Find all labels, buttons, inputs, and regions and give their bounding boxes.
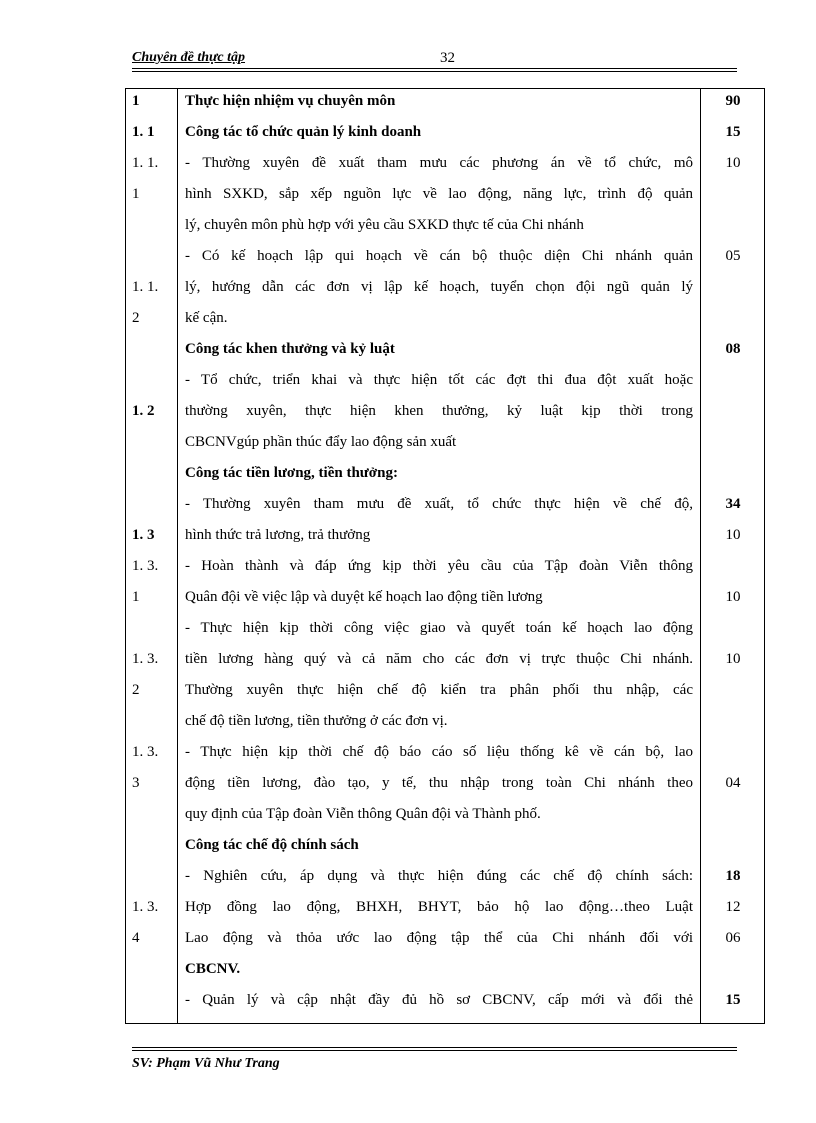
task-text-line: Hợp đồng lao động, BHXH, BHYT, bảo hộ lao động…theo Luật [185,899,693,915]
points-value: 04 [725,775,741,791]
task-text-line: kế cận. [185,310,228,326]
section-number: 1. 1 [132,124,155,140]
footer-rule-double [132,1050,737,1051]
points-value: 10 [725,589,741,605]
section-number: 1. 3. [132,558,159,574]
points-value: 12 [725,899,741,915]
section-number: 1. 3. [132,651,159,667]
points-value: 06 [725,930,741,946]
points-value: 05 [725,248,741,264]
points-value: 90 [725,93,741,109]
points-value: 15 [725,124,741,140]
task-text-line: hình thức trả lương, trả thưởng [185,527,371,543]
task-text-line: CBCNV. [185,961,241,977]
task-text-line: - Thường xuyên tham mưu đề xuất, tổ chức thực hiện về chế độ, [185,496,693,512]
section-number: 1 [132,93,140,109]
points-value: 15 [725,992,741,1008]
header-rule [132,68,737,69]
task-text-line: - Có kế hoạch lập qui hoạch về cán bộ thuộc diện Chi nhánh quản [185,248,693,264]
section-number: 1 [132,186,140,202]
task-text-line: chế độ tiền lương, tiền thưởng ở các đơn vị. [185,713,448,729]
section-number: 1. 1. [132,279,159,295]
column-divider [177,88,178,1024]
task-text-line: - Tổ chức, triển khai và thực hiện tốt các đợt thi đua đột xuất hoặc [185,372,693,388]
section-heading: Thực hiện nhiệm vụ chuyên môn [185,93,396,109]
task-text-line: - Hoàn thành và đáp ứng kịp thời yêu cầu của Tập đoàn Viễn thông [185,558,693,574]
page-number: 32 [440,50,455,66]
task-text-line: - Thực hiện kịp thời chế độ báo cáo số liệu thống kê về cán bộ, lao [185,744,693,760]
section-number: 2 [132,310,140,326]
document-title: Chuyên đề thực tập [132,50,246,65]
section-number: 1. 3. [132,744,159,760]
task-text-line: Lao động và thỏa ước lao động tập thể của Chi nhánh đối với [185,930,693,946]
task-text-line: Quân đội về việc lập và duyệt kế hoạch lao động tiền lương [185,589,543,605]
header-rule-double [132,71,737,72]
section-number: 1 [132,589,140,605]
section-heading: Công tác chế độ chính sách [185,837,359,853]
points-value: 34 [725,496,741,512]
section-number: 2 [132,682,140,698]
task-text-line: hình SXKD, sắp xếp nguồn lực về lao động, năng lực, trình độ quản [185,186,693,202]
task-text-line: tiền lương hàng quý và cả năm cho các đơn vị trực thuộc Chi nhánh. [185,651,693,667]
task-text-line: - Nghiên cứu, áp dụng và thực hiện đúng các chế độ chính sách: [185,868,693,884]
section-heading: Công tác tổ chức quản lý kinh doanh [185,124,422,140]
section-number: 1. 2 [132,403,155,419]
section-heading: Công tác tiền lương, tiền thưởng: [185,465,398,481]
section-number: 1. 3. [132,899,159,915]
task-text-line: - Thường xuyên đề xuất tham mưu các phương án về tổ chức, mô [185,155,693,171]
points-value: 10 [725,651,741,667]
task-text-line: thường xuyên, thực hiện khen thưởng, kỷ luật kịp thời trong [185,403,693,419]
task-text-line: - Quản lý và cập nhật đầy đủ hồ sơ CBCNV, cấp mới và đổi thẻ [185,992,693,1008]
task-text-line: lý, hướng dẫn các đơn vị lập kế hoạch, tuyển chọn đội ngũ quản lý [185,279,693,295]
page-header [132,50,737,70]
points-value: 18 [725,868,741,884]
task-text-line: lý, chuyên môn phù hợp với yêu cầu SXKD thực tế của Chi nhánh [185,217,584,233]
section-heading: Công tác khen thưởng và kỷ luật [185,341,395,357]
points-value: 10 [725,155,741,171]
footer-author: SV: Phạm Vũ Như Trang [132,1056,280,1071]
task-text-line: quy định của Tập đoàn Viễn thông Quân đội và Thành phố. [185,806,541,822]
task-text-line: Thường xuyên thực hiện chế độ kiển tra phân phối thu nhập, các [185,682,693,698]
task-text-line: CBCNVgúp phần thúc đẩy lao động sản xuất [185,434,457,450]
points-value: 08 [725,341,741,357]
section-number: 4 [132,930,140,946]
task-text-line: động tiền lương, đào tạo, y tế, thu nhập trong toàn Chi nhánh theo [185,775,693,791]
task-text-line: - Thực hiện kịp thời công việc giao và quyết toán kế hoạch lao động [185,620,693,636]
section-number: 3 [132,775,140,791]
section-number: 1. 1. [132,155,159,171]
section-number: 1. 3 [132,527,155,543]
footer-rule [132,1047,737,1048]
points-value: 10 [725,527,741,543]
